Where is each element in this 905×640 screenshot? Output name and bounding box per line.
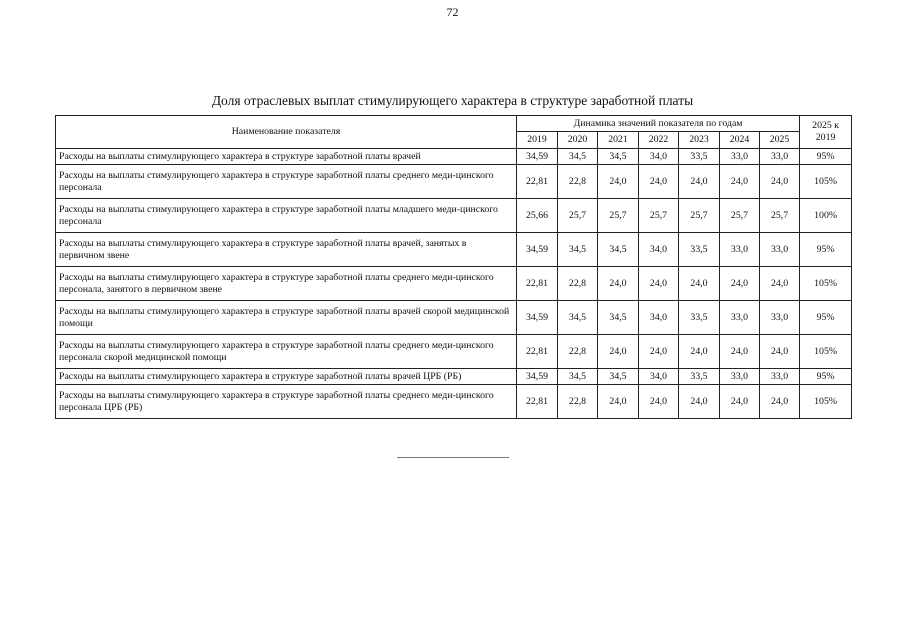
value-cell: 24,0 [760,335,800,369]
value-cell: 34,0 [639,369,679,385]
value-cell: 34,5 [598,149,639,165]
table-title: Доля отраслевых выплат стимулирующего характера в структуре заработной платы [211,93,694,108]
table-row [56,301,852,335]
value-cell: 24,0 [679,165,720,199]
footnote-divider [397,457,509,458]
value-cell: 33,5 [679,301,720,335]
stimulus-payments-table [55,115,852,419]
value-cell: 34,0 [639,233,679,267]
value-cell: 24,0 [639,165,679,199]
table-row [56,369,852,385]
table-row [56,165,852,199]
value-cell: 33,0 [760,301,800,335]
value-cell: 33,0 [720,233,760,267]
value-cell: 24,0 [639,267,679,301]
value-cell: 22,8 [558,335,598,369]
indicator-name: Расходы на выплаты стимулирующего характера в структуре заработной платы среднего меди-цинского персонала [56,165,517,199]
value-cell: 22,81 [517,335,558,369]
value-cell: 25,7 [558,199,598,233]
value-cell: 24,0 [720,165,760,199]
value-cell: 24,0 [760,267,800,301]
value-cell: 33,0 [720,369,760,385]
table-row [56,233,852,267]
ratio-cell: 105% [800,165,852,199]
value-cell: 34,59 [517,233,558,267]
table-body [56,149,852,419]
value-cell: 24,0 [679,335,720,369]
value-cell: 33,0 [760,149,800,165]
value-cell: 25,7 [720,199,760,233]
value-cell: 24,0 [679,267,720,301]
header-year: 2025 [760,132,800,149]
value-cell: 24,0 [720,267,760,301]
header-dynamics: Динамика значений показателя по годам [517,116,800,132]
value-cell: 24,0 [679,385,720,419]
value-cell: 24,0 [598,385,639,419]
ratio-cell: 95% [800,149,852,165]
value-cell: 34,59 [517,301,558,335]
indicator-name: Расходы на выплаты стимулирующего характера в структуре заработной платы младшего меди-цинского персонала [56,199,517,233]
table-row [56,149,852,165]
value-cell: 33,5 [679,369,720,385]
value-cell: 24,0 [598,165,639,199]
ratio-cell: 95% [800,233,852,267]
value-cell: 22,81 [517,165,558,199]
value-cell: 24,0 [760,165,800,199]
indicator-name: Расходы на выплаты стимулирующего характера в структуре заработной платы среднего меди-цинского персонала, занятого в первичном звене [56,267,517,301]
header-year: 2021 [598,132,639,149]
value-cell: 34,5 [558,233,598,267]
table-row [56,199,852,233]
value-cell: 22,8 [558,385,598,419]
value-cell: 25,66 [517,199,558,233]
header-year: 2019 [517,132,558,149]
value-cell: 34,0 [639,301,679,335]
value-cell: 24,0 [720,385,760,419]
ratio-cell: 95% [800,301,852,335]
value-cell: 34,5 [558,149,598,165]
header-ratio-line2: 2019 [815,132,836,143]
table-row [56,335,852,369]
value-cell: 24,0 [598,335,639,369]
header-year: 2020 [558,132,598,149]
value-cell: 25,7 [598,199,639,233]
value-cell: 22,81 [517,267,558,301]
header-row-top [56,116,852,132]
indicator-name: Расходы на выплаты стимулирующего характера в структуре заработной платы врачей, занятых в первичном звене [56,233,517,267]
indicator-name: Расходы на выплаты стимулирующего характера в структуре заработной платы врачей ЦРБ (РБ) [56,369,517,385]
value-cell: 25,7 [760,199,800,233]
value-cell: 34,59 [517,369,558,385]
table-header [56,116,852,149]
indicator-name: Расходы на выплаты стимулирующего характера в структуре заработной платы врачей скорой медицинской помощи [56,301,517,335]
value-cell: 25,7 [679,199,720,233]
value-cell: 22,8 [558,165,598,199]
ratio-cell: 105% [800,385,852,419]
ratio-cell: 105% [800,335,852,369]
value-cell: 33,0 [760,369,800,385]
indicator-name: Расходы на выплаты стимулирующего характера в структуре заработной платы врачей [56,149,517,165]
value-cell: 34,59 [517,149,558,165]
value-cell: 22,81 [517,385,558,419]
value-cell: 22,8 [558,267,598,301]
table-row [56,385,852,419]
value-cell: 34,5 [598,301,639,335]
indicator-name: Расходы на выплаты стимулирующего характера в структуре заработной платы среднего меди-цинского персонала ЦРБ (РБ) [56,385,517,419]
value-cell: 34,5 [558,301,598,335]
value-cell: 33,5 [679,149,720,165]
value-cell: 25,7 [639,199,679,233]
value-cell: 24,0 [760,385,800,419]
value-cell: 33,0 [720,301,760,335]
value-cell: 24,0 [598,267,639,301]
value-cell: 24,0 [720,335,760,369]
ratio-cell: 105% [800,267,852,301]
header-year: 2023 [679,132,720,149]
value-cell: 33,0 [760,233,800,267]
ratio-cell: 100% [800,199,852,233]
header-ratio [800,116,852,149]
value-cell: 34,5 [558,369,598,385]
value-cell: 34,5 [598,369,639,385]
table-row [56,267,852,301]
header-year: 2022 [639,132,679,149]
value-cell: 24,0 [639,335,679,369]
value-cell: 34,0 [639,149,679,165]
indicator-name: Расходы на выплаты стимулирующего характера в структуре заработной платы среднего меди-цинского персонала скорой медицинской помощи [56,335,517,369]
header-ratio-line1: 2025 к [812,120,839,132]
value-cell: 33,5 [679,233,720,267]
value-cell: 34,5 [598,233,639,267]
value-cell: 24,0 [639,385,679,419]
header-year: 2024 [720,132,760,149]
header-indicator-name: Наименование показателя [56,116,517,149]
page-number: 72 [446,5,459,19]
ratio-cell: 95% [800,369,852,385]
value-cell: 33,0 [720,149,760,165]
